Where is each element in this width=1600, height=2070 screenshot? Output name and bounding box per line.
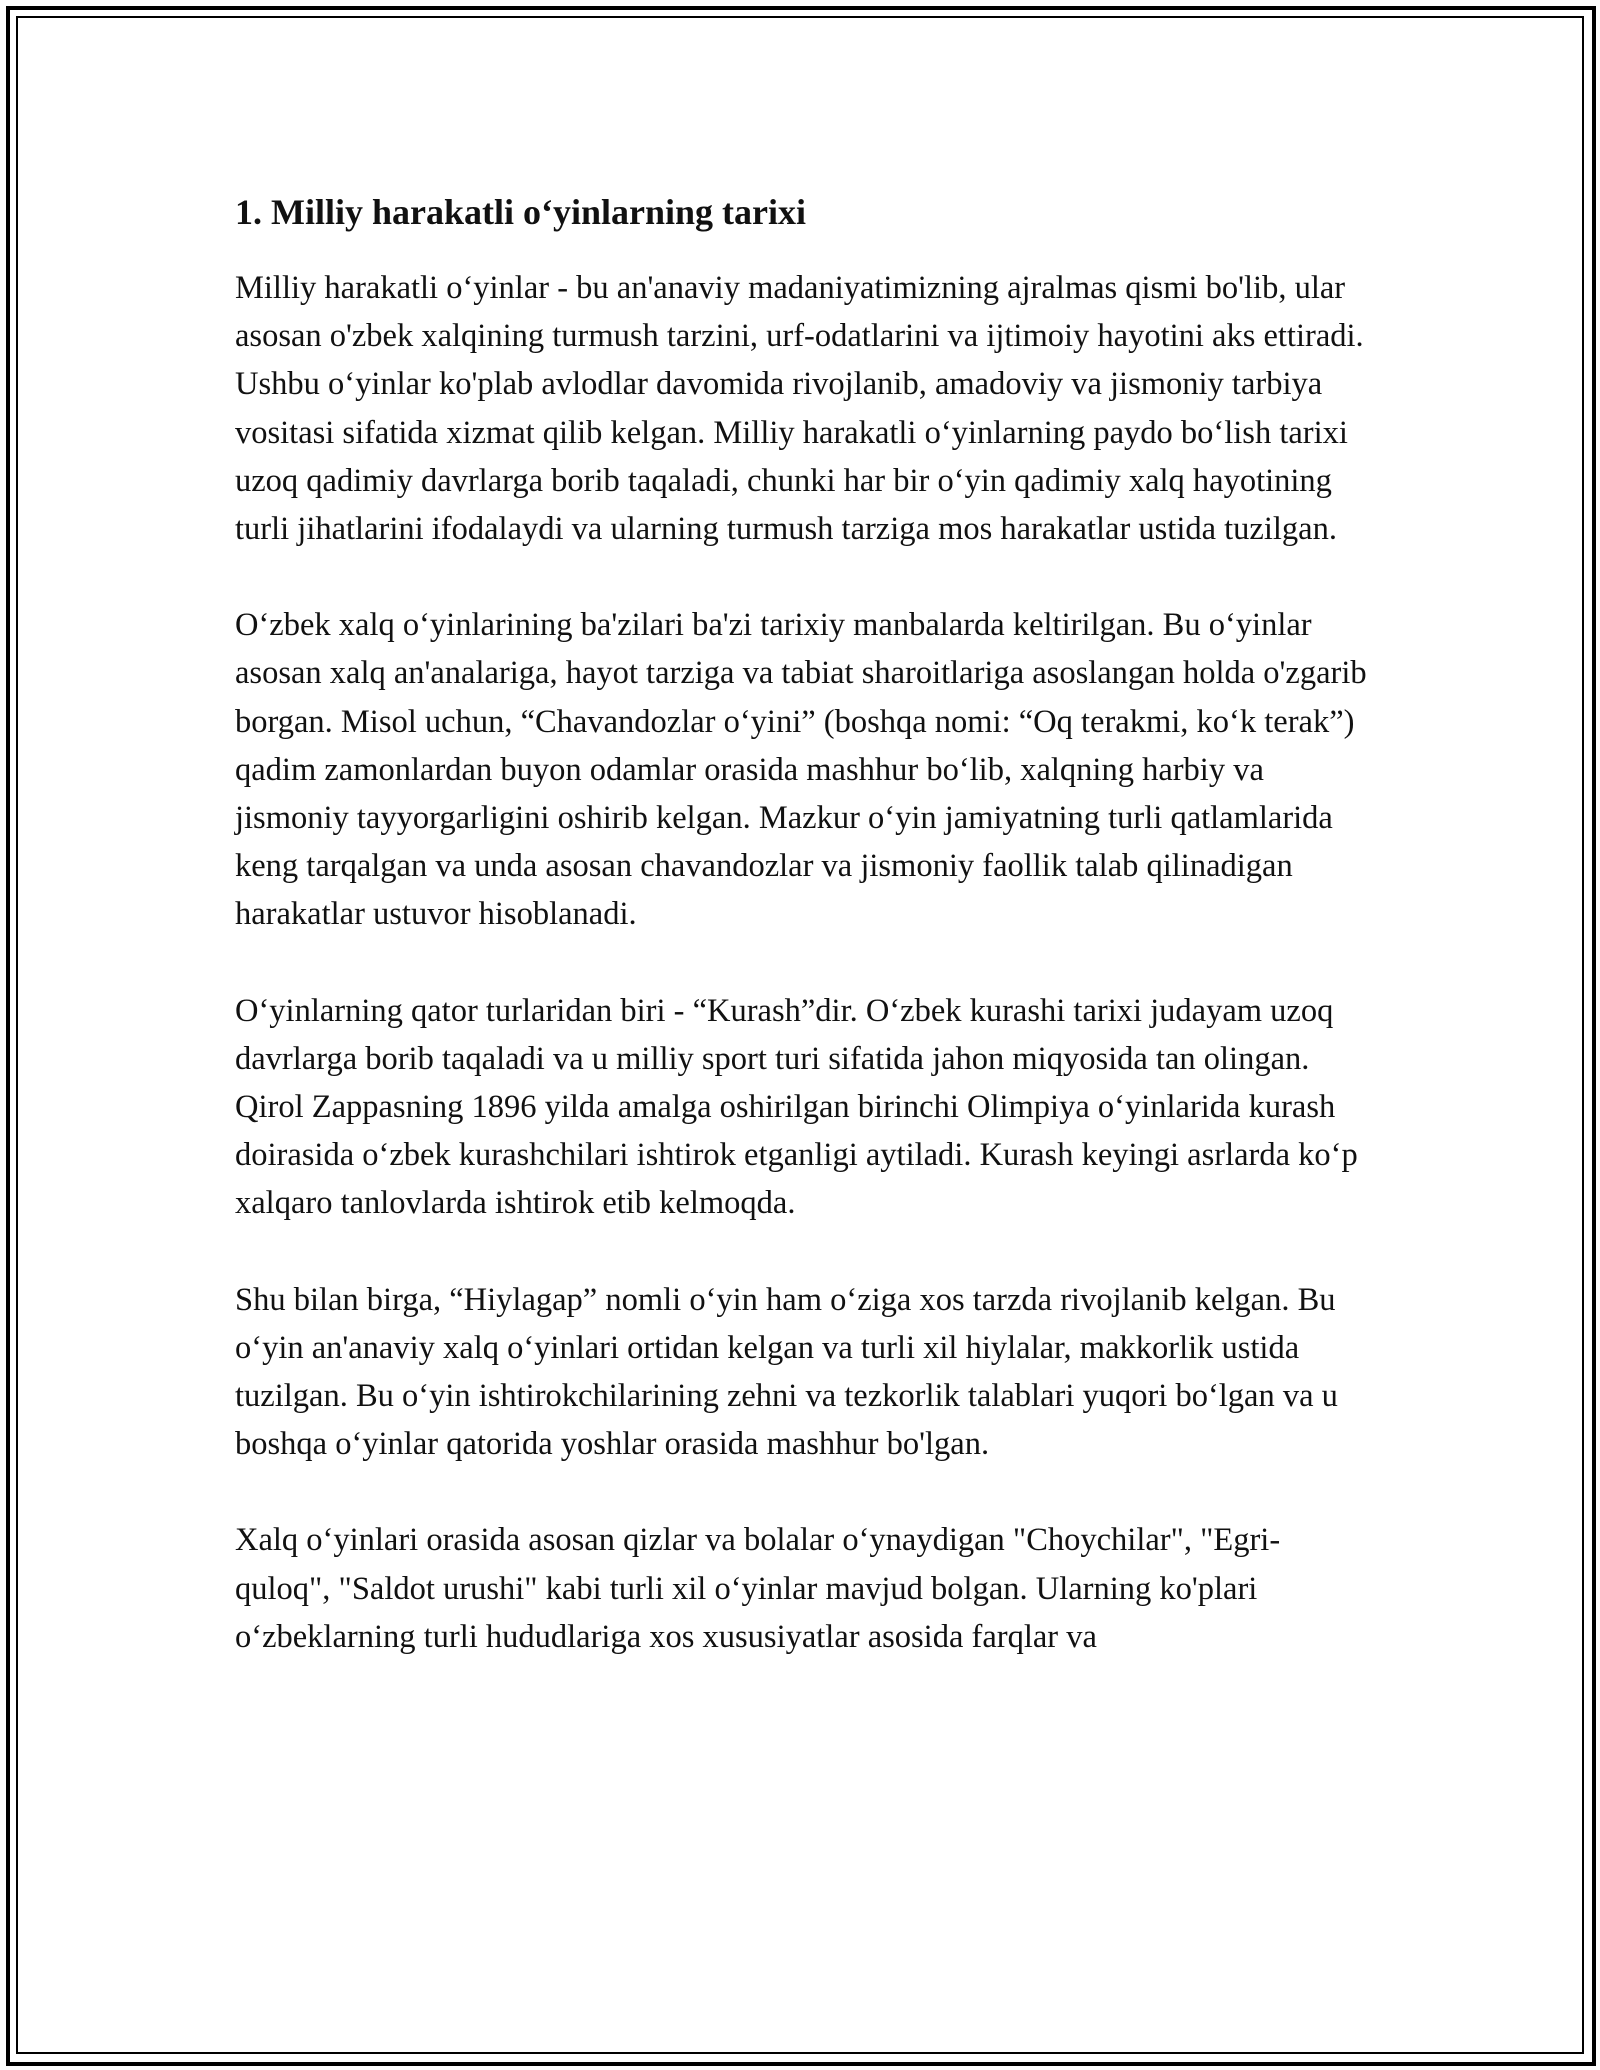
section-heading: 1. Milliy harakatli o‘yinlarning tarixi — [235, 192, 807, 232]
paragraph-5: Xalq o‘yinlari orasida asosan qizlar va bolalar o‘ynaydigan "Choychilar", "Egri-quloq", "Saldot urushi" kabi turli xil o‘yinlar mavjud bolgan. Ularning ko'plari o‘zbeklarning turli hududlariga xos xususiyatlar asosida farqlar va — [235, 1522, 1281, 1655]
paragraph-4: Shu bilan birga, “Hiylagap” nomli o‘yin ham o‘ziga xos tarzda rivojlanib kelgan. Bu o‘yin an'anaviy xalq o‘yinlari ortidan kelgan va turli xil hiylalar, makkorlik ustida tuzilgan. Bu o‘yin ishtirokchilarining zehni va tezkorlik talablari yuqori bo‘lgan va u boshqa o‘yinlar qatorida yoshlar orasida mashhur bo'lgan. — [235, 1281, 1338, 1463]
paragraph-2: O‘zbek xalq o‘yinlarining ba'zilari ba'zi tarixiy manbalarda keltirilgan. Bu o‘yinlar asosan xalq an'analariga, hayot tarziga va tabiat sharoitlariga asoslangan holda o'zgarib borgan. Misol uchun, “Chavandozlar o‘yini” (boshqa nomi: “Oq terakmi, ko‘k terak”) qadim zamonlardan buyon odamlar orasida mashhur bo‘lib, xalqning harbiy va jismoniy tayyorgarligini oshirib kelgan. Mazkur o‘yin jamiyatning turli qatlamlarida keng tarqalgan va unda asosan chavandozlar va jismoniy faollik talab qilinadigan harakatlar ustuvor hisoblanadi. — [235, 607, 1367, 933]
document-body — [235, 188, 1375, 1709]
paragraph-3: O‘yinlarning qator turlaridan biri - “Kurash”dir. O‘zbek kurashi tarixi judayam uzoq davrlarga borib taqaladi va u milliy sport turi sifatida jahon miqyosida tan olingan. Qirol Zappasning 1896 yilda amalga oshirilgan birinchi Olimpiya o‘yinlarida kurash doirasida o‘zbek kurashchilari ishtirok etganligi aytiladi. Kurash keyingi asrlarda ko‘p xalqaro tanlovlarda ishtirok etib kelmoqda. — [235, 992, 1358, 1222]
paragraph-1: Milliy harakatli o‘yinlar - bu an'anaviy madaniyatimizning ajralmas qismi bo'lib, ular asosan o'zbek xalqining turmush tarzini, urf-odatlarini va ijtimoiy hayotini aks ettiradi. Ushbu o‘yinlar ko'plab avlodlar davomida rivojlanib, amadoviy va jismoniy tarbiya vositasi sifatida xizmat qilib kelgan. Milliy harakatli o‘yinlarning paydo bo‘lish tarixi uzoq qadimiy davrlarga borib taqaladi, chunki har bir o‘yin qadimiy xalq hayotining turli jihatlarini ifodalaydi va ularning turmush tarziga mos harakatlar ustida tuzilgan. — [235, 270, 1364, 548]
